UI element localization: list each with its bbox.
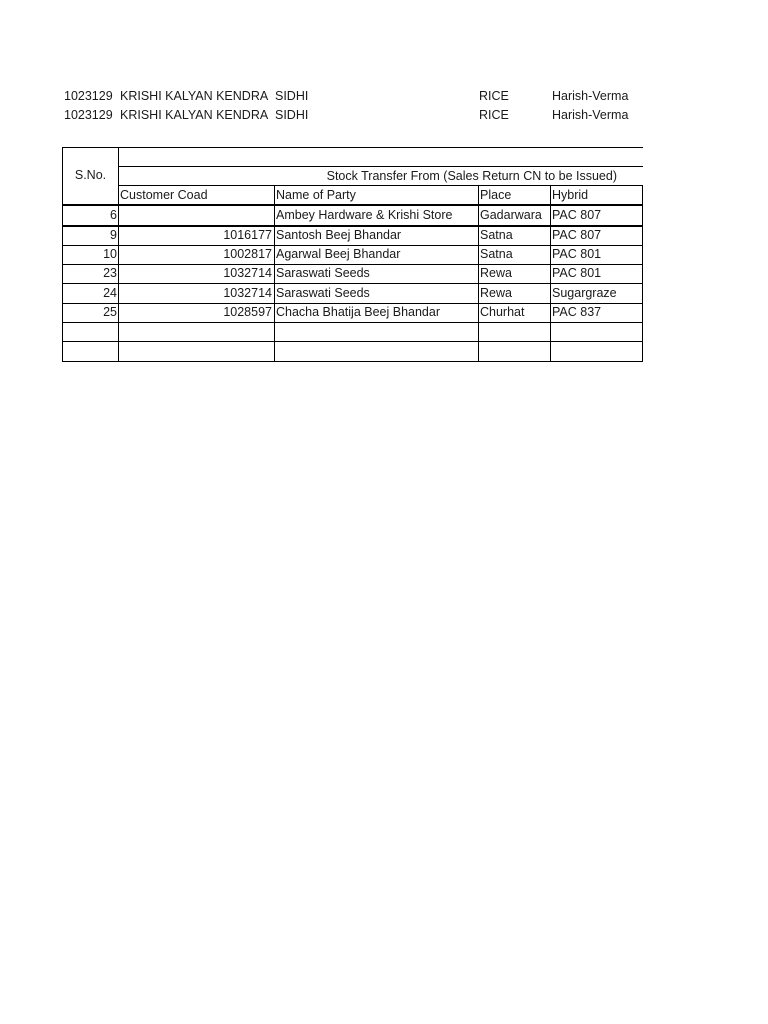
grid-line (62, 361, 643, 362)
customer-code: 1023129 (64, 89, 113, 103)
place: SIDHI (275, 108, 309, 122)
grid-line (62, 341, 643, 342)
row-sno: 9 (110, 228, 117, 242)
person: Harish-Verma (552, 89, 629, 103)
row-sno: 10 (103, 247, 117, 261)
party-name: KRISHI KALYAN KENDRA (120, 108, 269, 122)
column-header-party: Name of Party (276, 188, 356, 202)
party-name: KRISHI KALYAN KENDRA (120, 89, 269, 103)
column-header-place: Place (480, 188, 512, 202)
row-hybrid: PAC 807 (552, 208, 602, 222)
person: Harish-Verma (552, 108, 629, 122)
crop: RICE (479, 108, 509, 122)
column-header-hybrid: Hybrid (552, 188, 589, 202)
row-place: Churhat (480, 305, 525, 319)
row-party: Santosh Beej Bhandar (276, 228, 402, 242)
grid-line (62, 322, 643, 323)
row-hybrid: PAC 801 (552, 247, 602, 261)
row-code: 1016177 (223, 228, 272, 242)
row-code: 1032714 (223, 286, 272, 300)
row-hybrid: PAC 807 (552, 228, 602, 242)
row-sno: 24 (103, 286, 117, 300)
row-sno: 23 (103, 266, 117, 280)
grid-line (62, 147, 119, 148)
row-code: 1002817 (223, 247, 272, 261)
column-header-customer-code: Customer Coad (120, 188, 208, 202)
row-party: Agarwal Beej Bhandar (276, 247, 401, 261)
grid-line (642, 185, 643, 361)
crop: RICE (479, 89, 509, 103)
place: SIDHI (275, 89, 309, 103)
group-header: Stock Transfer From (Sales Return CN to be Issued) (326, 169, 617, 183)
row-party: Saraswati Seeds (276, 266, 370, 280)
row-place: Rewa (480, 266, 512, 280)
row-code: 1028597 (223, 305, 272, 319)
customer-code: 1023129 (64, 108, 113, 122)
grid-line (118, 147, 643, 148)
row-sno: 6 (110, 208, 117, 222)
row-hybrid: PAC 801 (552, 266, 602, 280)
sno-header: S.No. (74, 168, 107, 182)
row-hybrid: PAC 837 (552, 305, 602, 319)
grid-line (274, 185, 275, 361)
row-sno: 25 (103, 305, 117, 319)
row-party: Saraswati Seeds (276, 286, 370, 300)
row-hybrid: Sugargraze (552, 286, 617, 300)
row-code (119, 206, 272, 225)
row-party: Chacha Bhatija Beej Bhandar (276, 305, 441, 319)
row-party: Ambey Hardware & Krishi Store (276, 208, 453, 222)
row-place: Rewa (480, 286, 512, 300)
row-place: Satna (480, 247, 513, 261)
row-place: Gadarwara (480, 208, 542, 222)
row-place: Satna (480, 228, 513, 242)
grid-line (550, 185, 551, 361)
row-code: 1032714 (223, 266, 272, 280)
grid-line (478, 185, 479, 361)
